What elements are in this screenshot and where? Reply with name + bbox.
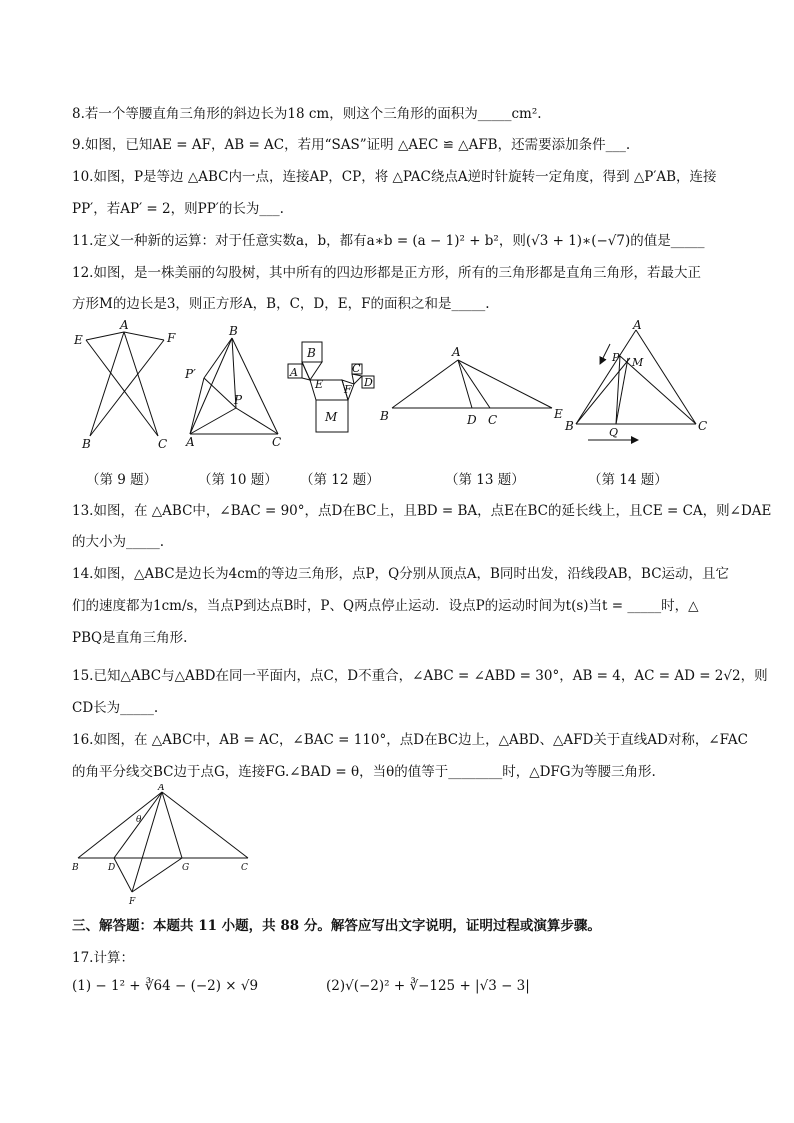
fig14-label-B: B — [565, 419, 574, 433]
fig13-label-C: C — [488, 413, 498, 427]
question-16-line1: 16.如图，在 △ABC中，AB = AC，∠BAC = 110°，点D在BC边上，△ABD、△AFD关于直线AD对称，∠FAC — [72, 732, 748, 748]
question-10-line1: 10.如图，P是等边 △ABC内一点，连接AP，CP，将 △PAC绕点A逆时针旋转一定角度，得到 △P′AB，连接 — [72, 169, 717, 185]
fig12-label-C: C — [352, 362, 361, 375]
caption-fig10: （第 10 题） — [198, 472, 278, 488]
caption-fig14: （第 14 题） — [588, 472, 668, 488]
fig9-label-B: B — [82, 437, 91, 448]
question-10-line2: PP′，若AP′ = 2，则PP′的长为___. — [72, 201, 284, 217]
fig14-label-Q: Q — [609, 426, 619, 439]
fig10-label-P: P — [234, 393, 243, 407]
figure-10 — [182, 318, 292, 448]
fig10-label-Pprime: P′ — [185, 367, 196, 381]
fig14-label-M: M — [632, 356, 644, 369]
fig13-label-D: D — [467, 413, 477, 427]
question-11: 11.定义一种新的运算：对于任意实数a，b，都有a∗b = (a − 1)² + b²，则(√3 + 1)∗(−√7)的值是_____ — [72, 233, 705, 249]
question-15-line2: CD长为_____. — [72, 700, 159, 716]
fig12-label-M: M — [325, 410, 338, 424]
question-13-line2: 的大小为_____. — [72, 534, 165, 550]
caption-fig12: （第 12 题） — [300, 472, 380, 488]
fig13-label-A: A — [452, 345, 461, 359]
fig13-label-E: E — [554, 407, 563, 421]
fig14-label-P: P — [612, 351, 620, 364]
figure-14 — [562, 318, 712, 448]
fig12-label-F: F — [344, 383, 352, 396]
question-17-part1: (1) − 1² + ∛64 − (−2) × √9 — [72, 978, 259, 994]
question-9: 9.如图，已知AE = AF，AB = AC，若用“SAS”证明 △AEC ≌ △AFB，还需要添加条件___. — [72, 137, 631, 153]
section-3-heading: 三、解答题：本题共 11 小题，共 88 分。解答应写出文字说明，证明过程或演算步骤。 — [72, 918, 601, 934]
fig10-label-B: B — [229, 324, 238, 338]
fig14-label-C: C — [698, 419, 708, 433]
question-13-line1: 13.如图，在 △ABC中，∠BAC = 90°，点D在BC上，且BD = BA，点E在BC的延长线上，且CE = CA，则∠DAE — [72, 503, 772, 519]
fig12-label-B: B — [307, 346, 316, 360]
question-8: 8.若一个等腰直角三角形的斜边长为18 cm，则这个三角形的面积为_____cm². — [72, 106, 542, 122]
fig16-label-F: F — [129, 897, 136, 907]
figure-12 — [282, 334, 382, 444]
fig16-label-D: D — [108, 863, 116, 873]
fig12-label-D: D — [364, 376, 373, 389]
fig14-label-A: A — [633, 318, 642, 332]
figure-13 — [376, 340, 566, 440]
fig16-label-C: C — [241, 863, 248, 873]
fig16-label-B: B — [72, 863, 79, 873]
question-14-line3: PBQ是直角三角形. — [72, 630, 188, 646]
caption-fig9: （第 9 题） — [86, 472, 158, 488]
question-14-line1: 14.如图，△ABC是边长为4cm的等边三角形，点P，Q分别从顶点A，B同时出发，沿线段AB，BC运动，且它 — [72, 566, 730, 582]
fig16-label-G: G — [182, 863, 190, 873]
question-12-line1: 12.如图，是一株美丽的勾股树，其中所有的四边形都是正方形，所有的三角形都是直角三角形，若最大正 — [72, 265, 701, 281]
question-15-line1: 15.已知△ABC与△ABD在同一平面内，点C，D不重合，∠ABC = ∠ABD = 30°，AB = 4，AC = AD = 2√2，则 — [72, 668, 768, 684]
fig12-label-A: A — [290, 366, 298, 379]
question-16-line2: 的角平分线交BC边于点G，连接FG.∠BAD = θ，当θ的值等于________时，△DFG为等腰三角形. — [72, 764, 656, 780]
fig9-label-E: E — [74, 333, 83, 347]
question-14-line2: 们的速度都为1cm/s，当点P到达点B时，P、Q两点停止运动．设点P的运动时间为t(s)当t = _____时，△ — [72, 598, 699, 614]
fig16-label-A: A — [158, 784, 165, 793]
fig13-label-B: B — [380, 409, 389, 423]
fig9-label-C: C — [158, 437, 168, 448]
fig12-label-E: E — [315, 378, 324, 391]
caption-fig13: （第 13 题） — [445, 472, 525, 488]
question-12-line2: 方形M的边长是3，则正方形A，B，C，D，E，F的面积之和是_____. — [72, 296, 490, 312]
question-17: 17.计算： — [72, 950, 134, 966]
fig10-label-A: A — [186, 435, 195, 448]
figure-16 — [68, 784, 258, 909]
figure-9 — [72, 318, 182, 448]
fig10-label-C: C — [272, 435, 282, 448]
question-17-part2: (2)√(−2)² + ∛−125 + |√3 − 3| — [326, 978, 530, 994]
fig16-label-theta: θ — [136, 815, 142, 825]
fig9-label-A: A — [120, 318, 129, 332]
fig9-label-F: F — [167, 331, 176, 345]
